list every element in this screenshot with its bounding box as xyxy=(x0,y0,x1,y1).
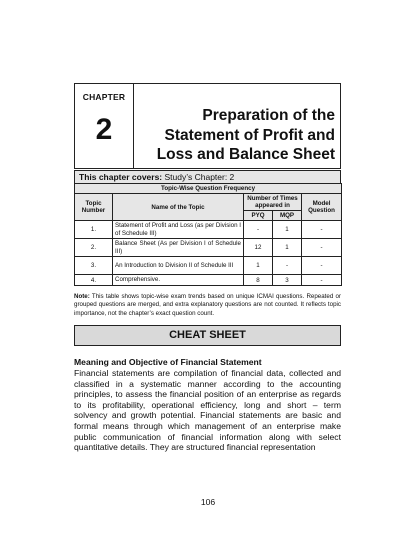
covers-value: Study’s Chapter: 2 xyxy=(164,172,235,182)
note-text: This table shows topic-wise exam trends based on unique ICMAI questions. Repeated or grouped questions are merged, and extra explanatory questions are not counted. It reflects topic importance, not the chapter’s exact question count. xyxy=(74,293,341,317)
row-topic-name: Comprehensive. xyxy=(113,275,244,286)
table-row xyxy=(75,275,342,286)
topic-frequency-table xyxy=(74,183,342,286)
table-caption: Topic-Wise Question Frequency xyxy=(75,184,342,194)
table-row xyxy=(75,257,342,275)
row-mqp: 3 xyxy=(273,275,302,286)
row-model: - xyxy=(302,257,342,275)
section-body-text: Financial statements are compilation of financial data, collected and classified in a systematic manner according to the accounting principles, to assess the financial position of an enterprise as regards to its profitability, operational efficiency, long and short – term solvency and growth potential. Financial statements are basic and formal means through which management of an enterprise make public communication of financial information along with select quantitative details. They are structured financial representation xyxy=(74,368,341,453)
row-pyq: 12 xyxy=(244,239,273,257)
row-model: - xyxy=(302,275,342,286)
section-heading: Meaning and Objective of Financial Statement xyxy=(74,357,262,367)
row-pyq: 8 xyxy=(244,275,273,286)
row-topic-name: Statement of Profit and Loss (as per Division I of Schedule III) xyxy=(113,221,244,239)
row-mqp: - xyxy=(273,257,302,275)
chapter-header xyxy=(74,83,341,169)
row-pyq: - xyxy=(244,221,273,239)
chapter-number-box xyxy=(75,84,134,168)
note-label: Note: xyxy=(74,293,90,300)
row-topic-name: An Introduction to Division II of Schedule III xyxy=(113,257,244,275)
header-topic-name: Name of the Topic xyxy=(113,194,244,221)
chapter-title-line: Statement of Profit and xyxy=(164,126,335,144)
covers-label: This chapter covers: xyxy=(79,172,163,182)
row-model: - xyxy=(302,239,342,257)
chapter-title xyxy=(134,84,340,168)
cheat-sheet-banner: CHEAT SHEET xyxy=(74,325,341,346)
table-row xyxy=(75,221,342,239)
table-row xyxy=(75,239,342,257)
row-topic-number: 2. xyxy=(75,239,113,257)
table-note xyxy=(74,293,341,318)
header-topic-number: Topic Number xyxy=(75,194,113,221)
row-topic-number: 3. xyxy=(75,257,113,275)
chapter-number: 2 xyxy=(95,113,113,146)
row-topic-number: 1. xyxy=(75,221,113,239)
row-pyq: 1 xyxy=(244,257,273,275)
row-model: - xyxy=(302,221,342,239)
page-number: 106 xyxy=(200,497,216,507)
header-model-question: Model Question xyxy=(302,194,342,221)
header-pyq: PYQ xyxy=(244,211,273,221)
row-mqp: 1 xyxy=(273,221,302,239)
chapter-title-line: Preparation of the xyxy=(202,107,335,124)
header-mqp: MQP xyxy=(273,211,302,221)
row-topic-name: Balance Sheet (As per Division I of Schedule III) xyxy=(113,239,244,257)
header-times-appeared: Number of Times appeared in xyxy=(244,194,302,211)
chapter-title-line: Loss and Balance Sheet xyxy=(156,146,335,163)
chapter-covers-bar xyxy=(74,170,341,184)
chapter-label: CHAPTER xyxy=(82,92,126,102)
row-mqp: 1 xyxy=(273,239,302,257)
row-topic-number: 4. xyxy=(75,275,113,286)
